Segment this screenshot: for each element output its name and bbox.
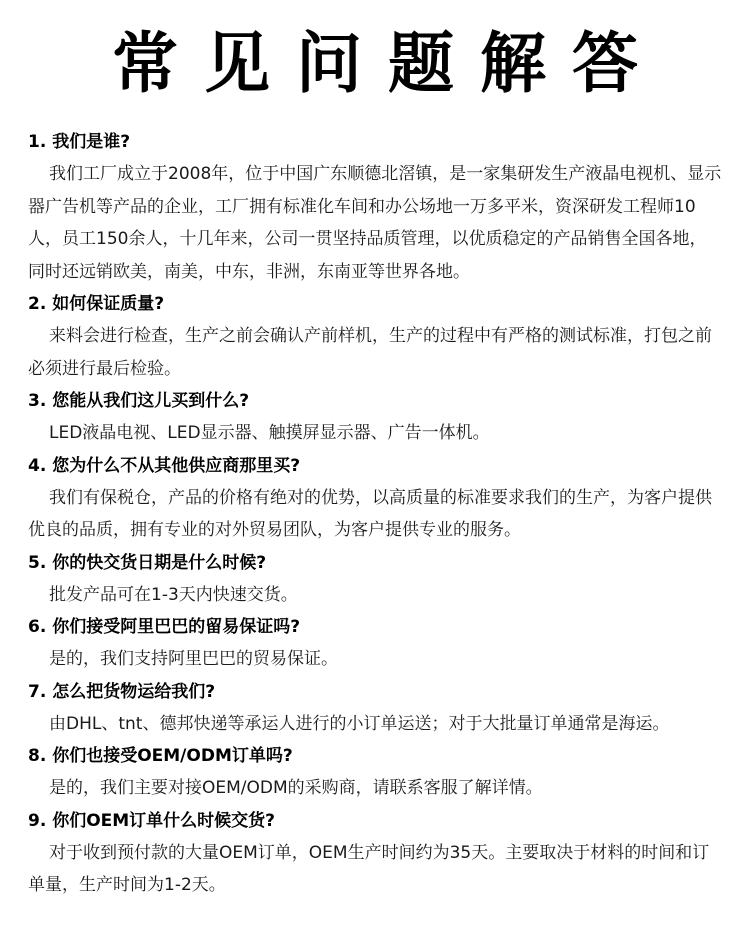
faq-question: 4. 您为什么不从其他供应商那里买? <box>28 455 301 476</box>
faq-item <box>28 126 722 288</box>
faq-answer: 是的，我们支持阿里巴巴的贸易保证。 <box>49 649 338 669</box>
faq-answer: 来料会进行检查，生产之前会确认产前样机，生产的过程中有严格的测试标准，打包之前必须进行最后检验。 <box>28 326 712 379</box>
faq-item <box>28 805 722 902</box>
faq-item <box>28 385 722 450</box>
faq-question: 2. 如何保证质量? <box>28 294 165 314</box>
faq-answer: 对于收到预付款的大量OEM订单，OEM生产时间约为35天。主要取决于材料的时间和订单量，生产时间为1-2天。 <box>28 842 710 895</box>
faq-item <box>28 288 722 385</box>
faq-question: 9. 你们OEM订单什么时候交货? <box>28 810 276 831</box>
faq-item <box>28 611 722 676</box>
faq-question: 7. 怎么把货物运给我们? <box>28 681 216 702</box>
faq-question: 8. 你们也接受OEM/ODM订单吗? <box>28 746 293 766</box>
faq-answer: 我们工厂成立于2008年，位于中国广东顺德北滘镇，是一家集研发生产液晶电视机、显示器广告机等产品的企业，工厂拥有标准化车间和办公场地一万多平米，资深研发工程师10人，员工150余人，十几年来，公司一贯坚持品质管理，以优质稳定的产品销售全国各地，同时还远销欧美，南美，中东，非洲，东南亚等世界各地。 <box>28 164 722 282</box>
faq-item <box>28 547 722 612</box>
faq-answer: 我们有保税仓，产品的价格有绝对的优势，以高质量的标准要求我们的生产，为客户提供优良的品质，拥有专业的对外贸易团队，为客户提供专业的服务。 <box>28 487 712 540</box>
faq-question: 3. 您能从我们这儿买到什么? <box>28 391 250 411</box>
faq-question: 6. 你们接受阿里巴巴的留易保证吗? <box>28 617 301 637</box>
faq-question: 5. 你的快交货日期是什么时候? <box>28 552 267 573</box>
faq-answer: 是的，我们主要对接OEM/ODM的采购商，请联系客服了解详情。 <box>49 778 543 798</box>
faq-answer: 由DHL、tnt、德邦快递等承运人进行的小订单运送；对于大批量订单通常是海运。 <box>49 713 670 734</box>
faq-item <box>28 740 722 805</box>
faq-answer: 批发产品可在1-3天内快速交货。 <box>49 584 298 605</box>
faq-item <box>28 676 722 741</box>
faq-answer: LED液晶电视、LED显示器、触摸屏显示器、广告一体机。 <box>49 423 490 443</box>
faq-question: 1. 我们是谁? <box>28 132 131 152</box>
faq-item <box>28 450 722 547</box>
page-title: 常见问题解答 <box>112 25 664 102</box>
faq-list <box>28 126 722 902</box>
